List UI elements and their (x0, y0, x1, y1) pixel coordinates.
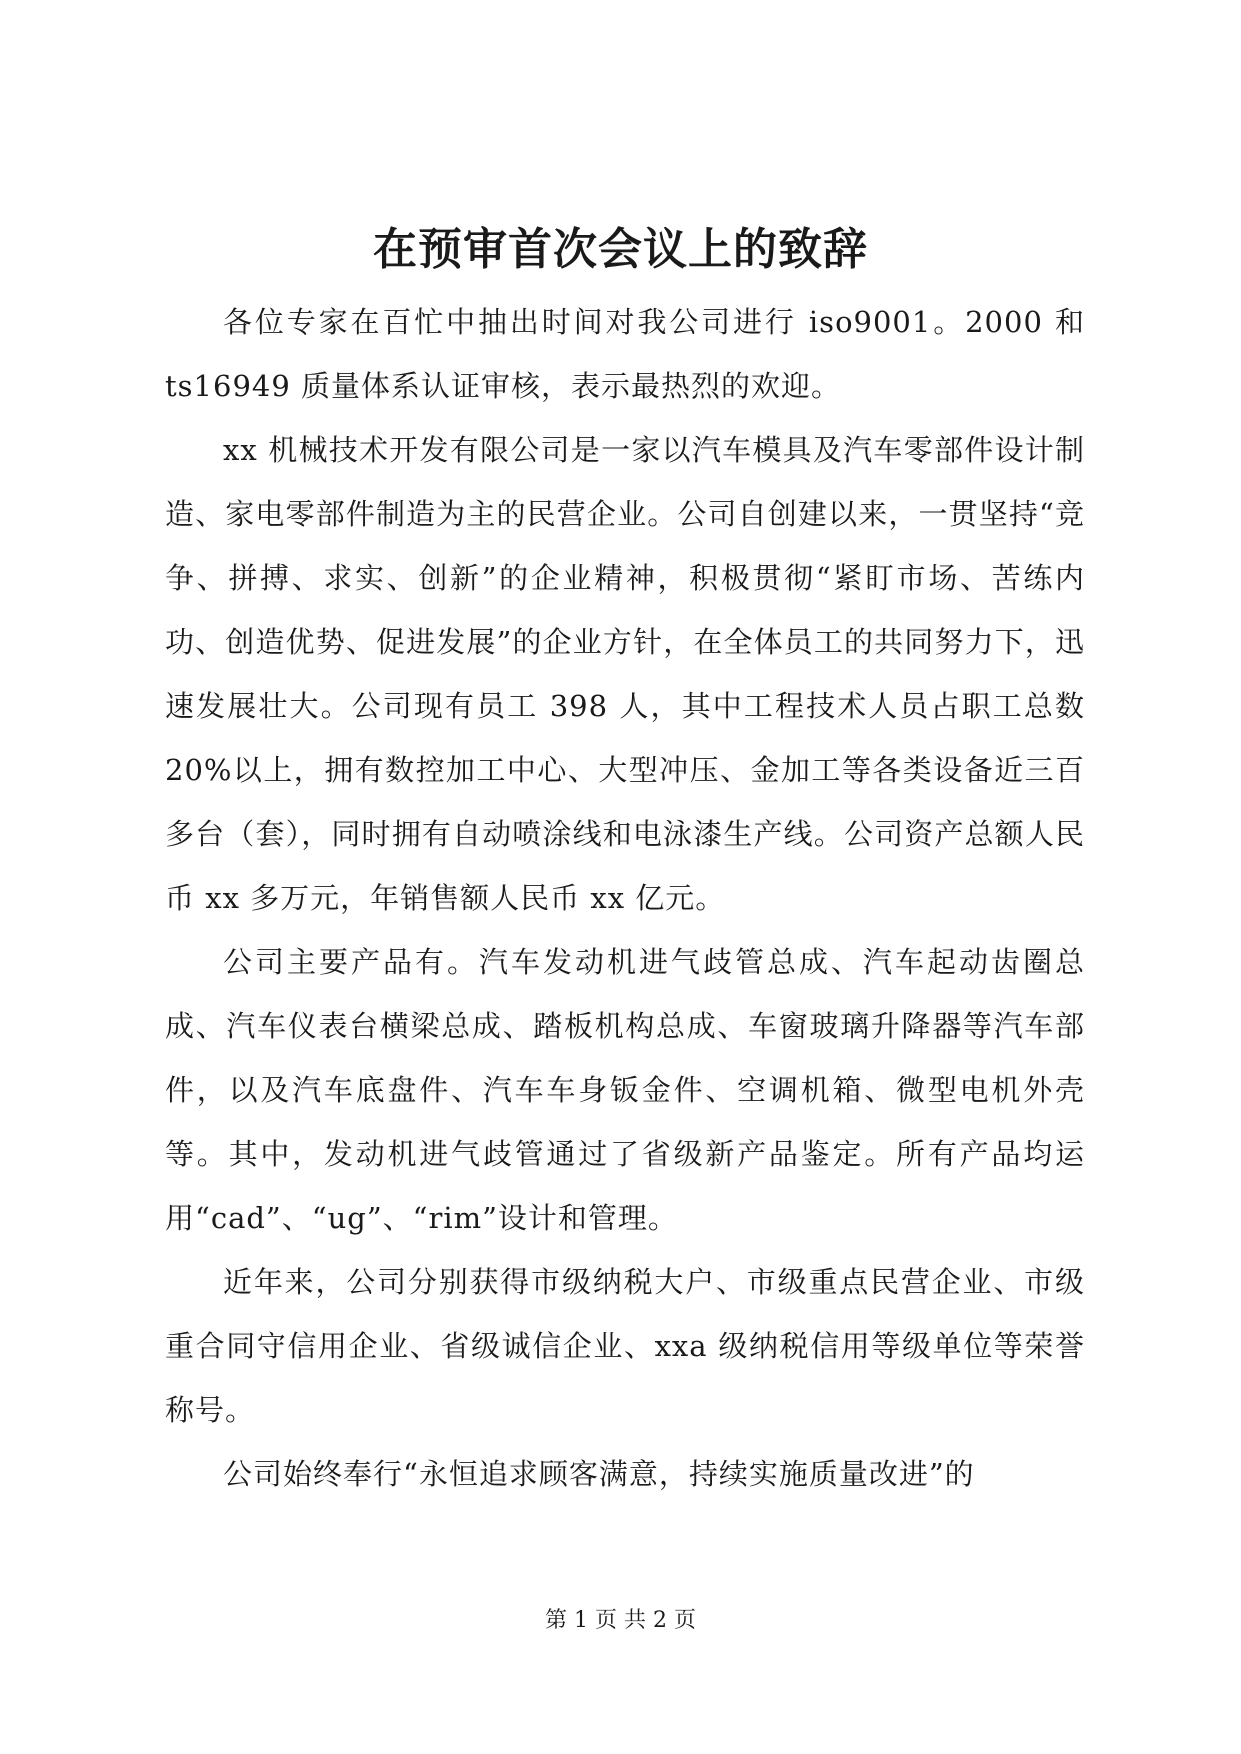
document-body (165, 290, 1085, 1506)
paragraph: 近年来，公司分别获得市级纳税大户、市级重点民营企业、市级重合同守信用企业、省级诚信企业、xxa 级纳税信用等级单位等荣誉称号。 (165, 1265, 1085, 1427)
paragraph: 公司始终奉行“永恒追求顾客满意，持续实施质量改进”的 (223, 1457, 975, 1491)
paragraph: 公司主要产品有。汽车发动机进气歧管总成、汽车起动齿圈总成、汽车仪表台横梁总成、踏板机构总成、车窗玻璃升降器等汽车部件，以及汽车底盘件、汽车车身钣金件、空调机箱、微型电机外壳等。其中，发动机进气歧管通过了省级新产品鉴定。所有产品均运用“cad”、“ug”、“rim”设计和管理。 (165, 945, 1085, 1235)
paragraph: xx 机械技术开发有限公司是一家以汽车模具及汽车零部件设计制造、家电零部件制造为主的民营企业。公司自创建以来，一贯坚持“竞争、拼搏、求实、创新”的企业精神，积极贯彻“紧盯市场、苦练内功、创造优势、促进发展”的企业方针，在全体员工的共同努力下，迅速发展壮大。公司现有员工 398 人，其中工程技术人员占职工总数 20%以上，拥有数控加工中心、大型冲压、金加工等各类设备近三百多台（套），同时拥有自动喷涂线和电泳漆生产线。公司资产总额人民币 xx 多万元，年销售额人民币 xx 亿元。 (165, 433, 1085, 915)
page-footer: 第 1 页 共 2 页 (545, 1608, 696, 1633)
paragraph: 各位专家在百忙中抽出时间对我公司进行 iso9001。2000 和 ts16949 质量体系认证审核，表示最热烈的欢迎。 (165, 305, 1085, 403)
document-title: 在预审首次会议上的致辞 (373, 224, 868, 275)
